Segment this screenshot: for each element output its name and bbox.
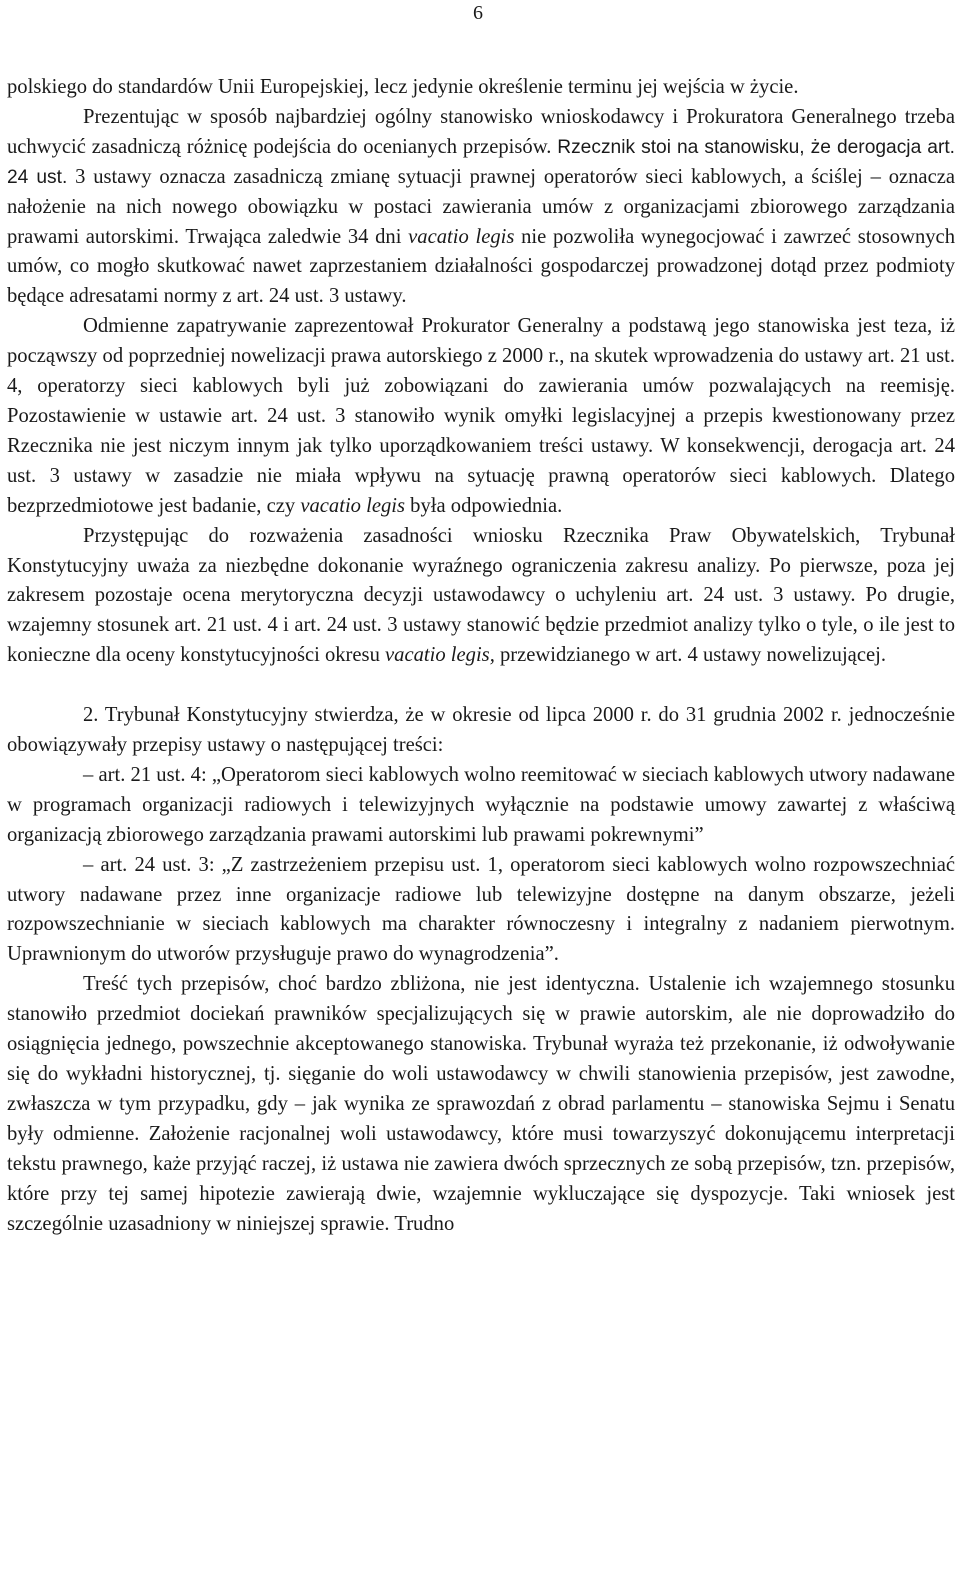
paragraph-continuation: polskiego do standardów Unii Europejskiej, lecz jedynie określenie terminu jej wejścia w życie.: [7, 76, 799, 98]
paragraph-prosecutor-view: Odmienne zapatrywanie zaprezentował Prokurator Generalny a podstawą jego stanowiska jest teza, iż począwszy od poprzedniej nowelizacji prawa autorskiego z 2000 r., na skutek wprowadzenia do ustawy art. 21 ust. 4, operatorzy sieci kablowych byli już zobowiązani do zawierania umów pozwalających na reemisję. Pozostawienie w ustawie art. 24 ust. 3 stanowiło wynik omyłki legislacyjnej a przepis kwestionowany przez Rzecznika nie jest niczym innym jak tylko uporządkowaniem treści ustawy. W konsekwencji, derogacja art. 24 ust. 3 ustawy w zasadzie nie miała wpływu na sytuację prawną operatorów sieci kablowych. Dlatego bezprzedmiotowe jest badanie, czy vacatio legis była odpowiednia.: [7, 315, 955, 517]
italic-term: vacatio legis: [300, 494, 406, 517]
paragraph-gap: [7, 671, 955, 701]
quoted-provision-art-24: – art. 24 ust. 3: „Z zastrzeżeniem przepisu ust. 1, operatorom sieci kablowych wolno rozpowszechniać utwory nadawane przez inne organizacje radiowe lub telewizyjne dostępne na danym obszarze, jeżeli rozpowszechnianie w sieciach kablowych ma charakter równoczesny i integralny z nadaniem pierwotnym. Uprawnionym do utworów przysługuje prawo do wynagrodzenia”.: [7, 853, 955, 966]
document-body: [7, 73, 955, 1239]
paragraph-positions: Prezentując w sposób najbardziej ogólny stanowisko wnioskodawcy i Prokuratora Generalnego trzeba uchwycić zasadniczą różnicę podejścia do ocenianych przepisów. Rzecznik stoi na stanowisku, że derogacja art. 24 ust. 3 ustawy oznacza zasadniczą zmianę sytuacji prawnej operatorów sieci kablowych, a ściślej – oznacza nałożenie na nich nowego obowiązku w postaci zawierania umów z organizacjami zbiorowego zarządzania prawami autorskimi. Trwająca zaledwie 34 dni vacatio legis nie pozwoliła wynegocjować i zawrzeć stosownych umów, co mogło skutkować nawet zaprzestaniem działalności gospodarczej prowadzonej dotąd przez podmioty będące adresatami normy z art. 24 ust. 3 ustawy.: [7, 105, 955, 308]
italic-term: vacatio legis,: [385, 644, 495, 667]
paragraph-scope: Przystępując do rozważenia zasadności wniosku Rzecznika Praw Obywatelskich, Trybunał Konstytucyjny uważa za niezbędne dokonanie wyraźnego ograniczenia zakresu analizy. Po pierwsze, poza jej zakresem pozostaje ocena merytoryczna decyzji ustawodawcy o uchyleniu art. 24 ust. 3 ustawy. Po drugie, wzajemny stosunek art. 21 ust. 4 i art. 24 ust. 3 ustawy stanowić będzie przedmiot analizy tylko o tyle, o ile jest to konieczne dla oceny konstytucyjności okresu vacatio legis, przewidzianego w art. 4 ustawy nowelizującej.: [7, 524, 955, 667]
document-page: [7, 0, 955, 1574]
paragraph-section-2: 2. Trybunał Konstytucyjny stwierdza, że w okresie od lipca 2000 r. do 31 grudnia 2002 r. jednocześnie obowiązywały przepisy ustawy o następującej treści:: [7, 704, 955, 757]
italic-term: vacatio legis: [408, 225, 515, 248]
quoted-provision-art-21: – art. 21 ust. 4: „Operatorom sieci kablowych wolno reemitować w sieciach kablowych utwory nadawane w programach organizacji radiowych i telewizyjnych wyłącznie na podstawie umowy zawartej z właściwą organizacją zbiorowego zarządzania prawami autorskimi lub prawami pokrewnymi”: [7, 763, 955, 846]
sans-text-run: Rzecznik stoi na stanowisku, że derogacja art. 24 ust.: [7, 136, 955, 188]
page-number: 6: [473, 2, 483, 24]
paragraph-analysis: Treść tych przepisów, choć bardzo zbliżona, nie jest identyczna. Ustalenie ich wzajemnego stosunku stanowiło przedmiot dociekań prawników specjalizujących się w prawie autorskim, ale nie doprowadziło do osiągnięcia jednego, powszechnie akceptowanego stanowiska. Trybunał wyraża też przekonanie, iż odwoływanie się do wykładni historycznej, tj. sięganie do woli ustawodawcy w chwili stanowienia przepisów, jest zawodne, zwłaszcza w tym przypadku, gdy – jak wynika ze sprawozdań z obrad parlamentu – stanowiska Sejmu i Senatu były odmienne. Założenie racjonalnej woli ustawodawcy, które musi towarzyszyć dokonującemu interpretacji tekstu prawnego, każe przyjąć raczej, iż ustawa nie zawiera dwóch sprzecznych ze sobą przepisów, tzn. przepisów, które przy tej samej hipotezie zawierają dwie, wzajemnie wykluczające się dyspozycje. Taki wniosek jest szczególnie uzasadniony w niniejszej sprawie. Trudno: [7, 973, 955, 1235]
